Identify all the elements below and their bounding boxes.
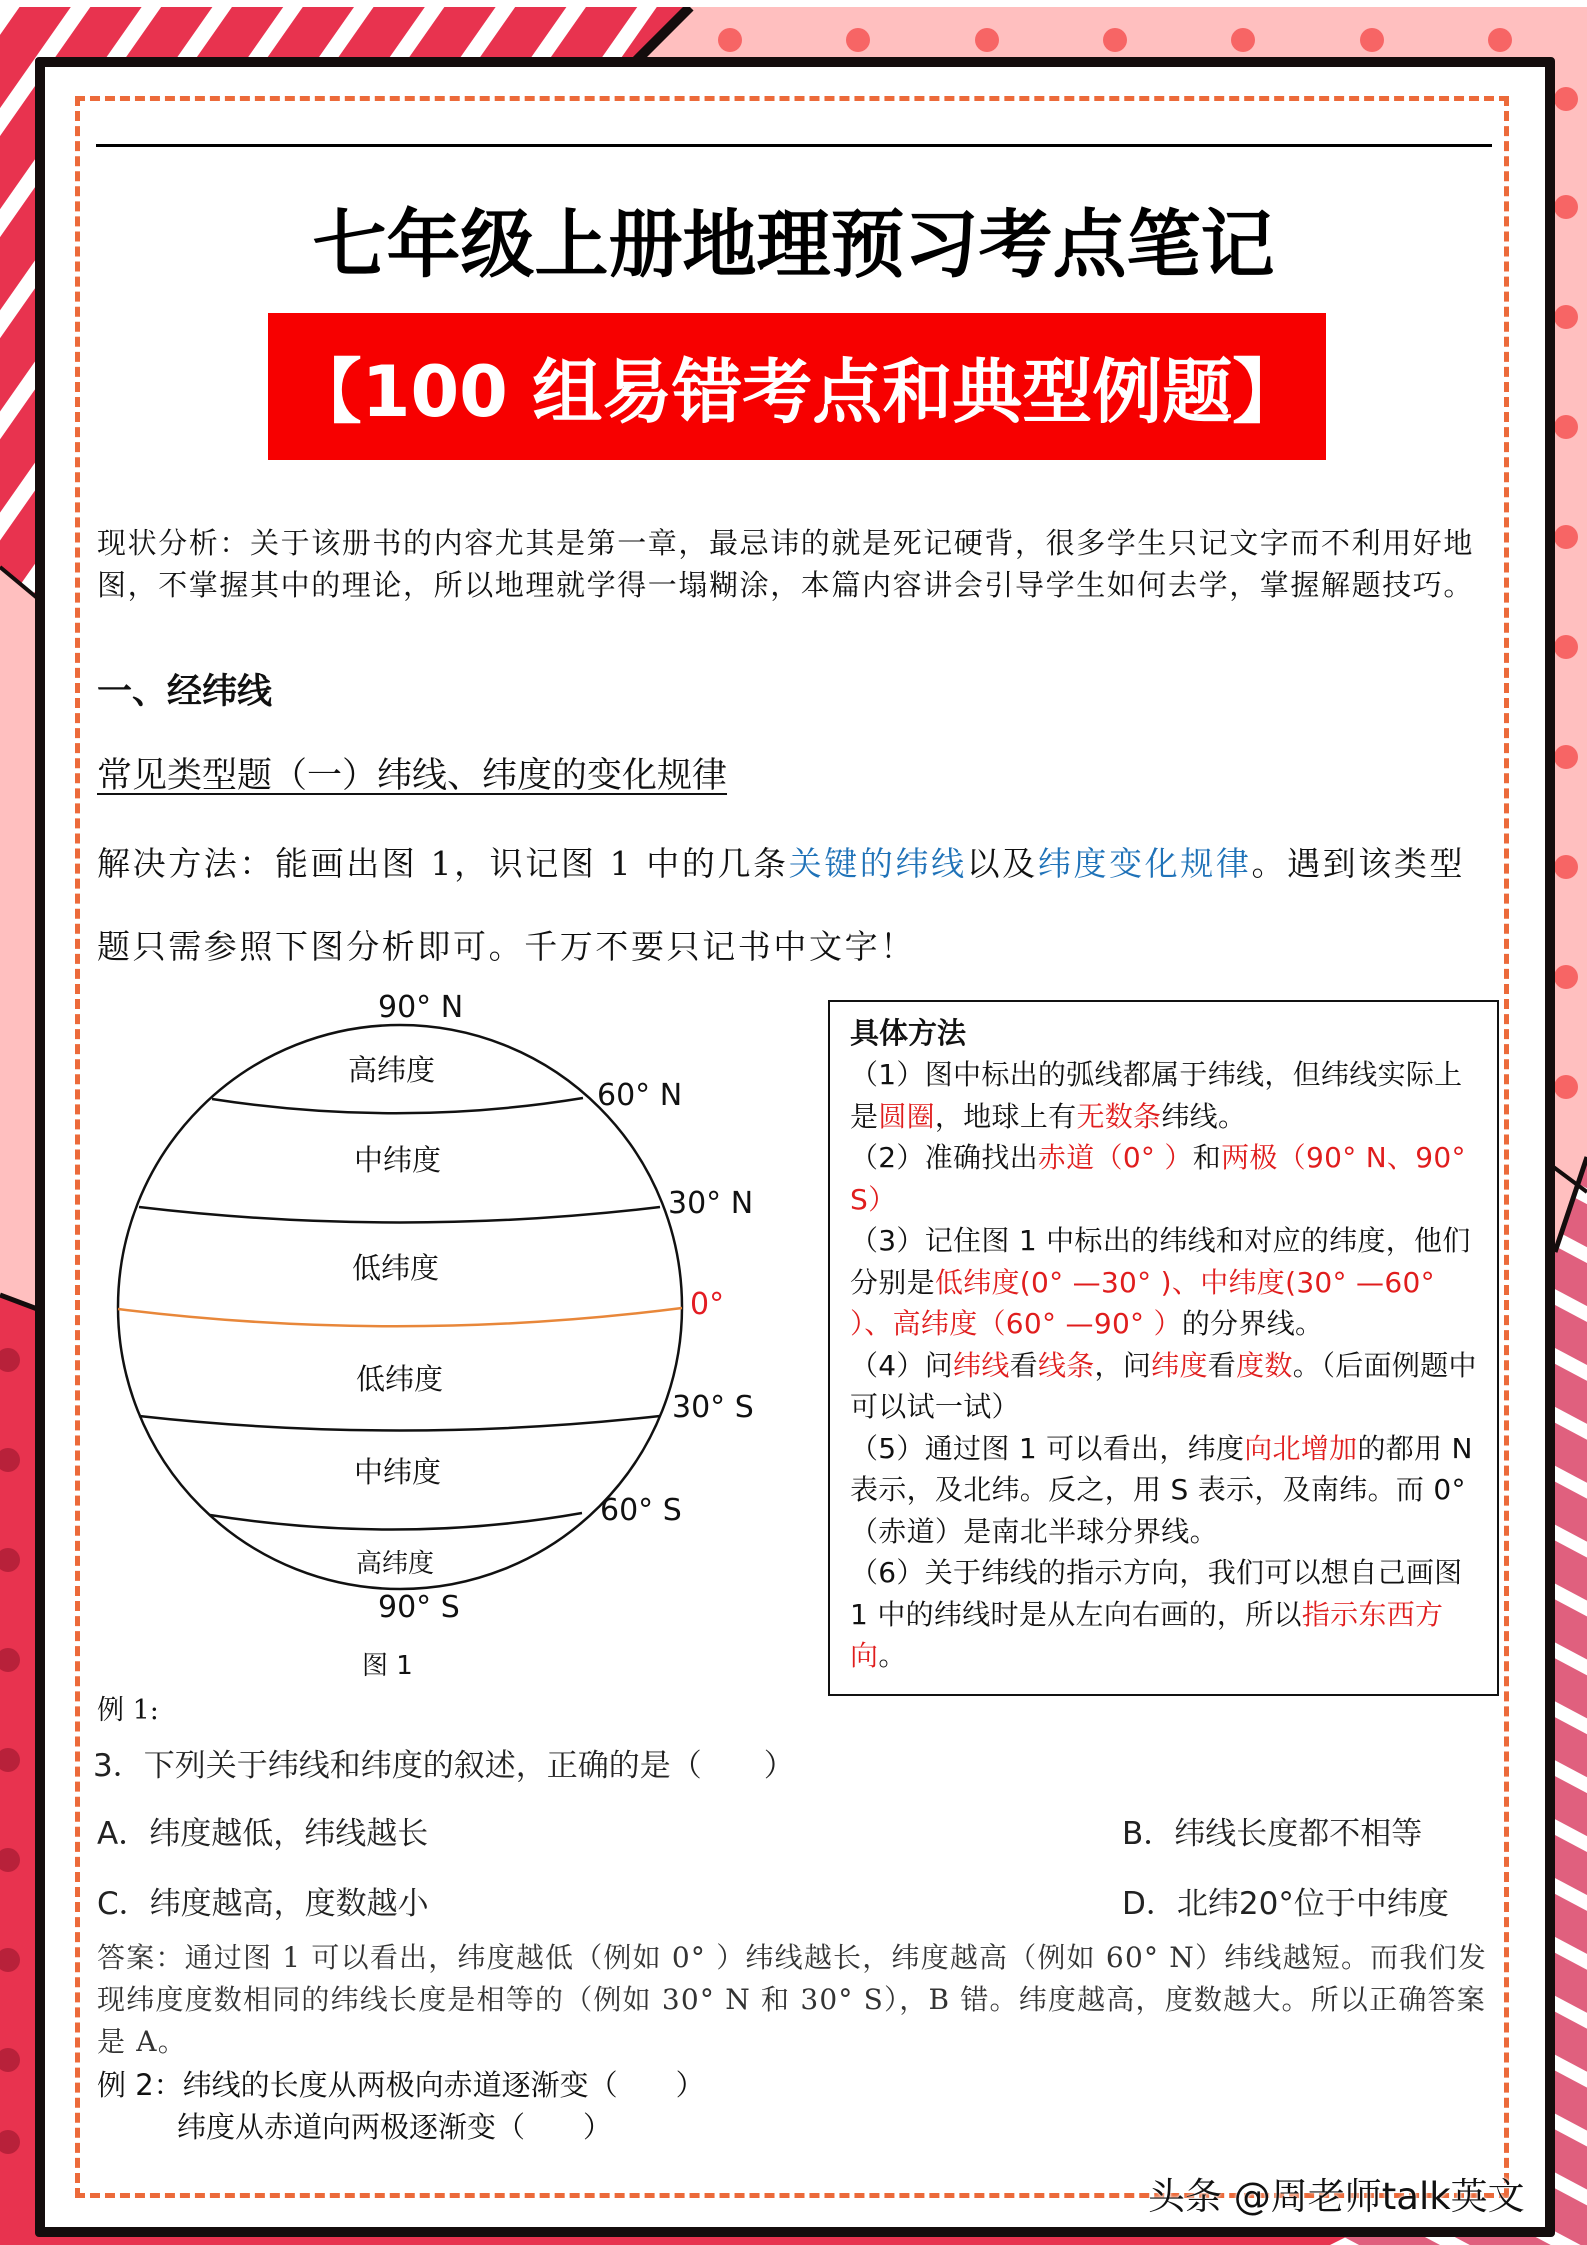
method-box-title: 具体方法 xyxy=(850,1016,967,1050)
body-text: ，地球上有 xyxy=(934,1099,1077,1133)
example-1-label: 例 1: xyxy=(97,1695,159,1726)
section-heading: 一、经纬线 xyxy=(97,672,273,712)
highlight-text: 低纬度(0° —30° )、中纬度(30° —60° ）、高纬度（60° —90° ） xyxy=(850,1265,1435,1340)
zone-high-south: 高纬度 xyxy=(356,1549,435,1579)
method-highlight-key-lines: 关键的纬线 xyxy=(788,844,967,883)
example-2-line-2: 纬度从赤道向两极逐渐变（ ） xyxy=(177,2110,613,2144)
example-2-line-1: 例 2：纬线的长度从两极向赤道逐渐变（ ） xyxy=(97,2068,705,2102)
option-d: D．北纬20°位于中纬度 xyxy=(1122,1886,1449,1922)
body-text: 纬线。 xyxy=(1161,1099,1247,1133)
body-text: 和 xyxy=(1192,1141,1222,1174)
label-30s: 30° S xyxy=(672,1390,754,1425)
globe-drawing xyxy=(100,980,800,1680)
title-banner xyxy=(268,313,1326,460)
zone-mid-north: 中纬度 xyxy=(354,1143,442,1177)
method-prefix: 解决方法：能画出图 1，识记图 1 中的几条 xyxy=(97,844,789,883)
highlight-text: 线条 xyxy=(1037,1348,1095,1382)
method-item-4 xyxy=(850,1345,1481,1428)
example-1-question: 3．下列关于纬线和纬度的叙述，正确的是（ ） xyxy=(93,1748,795,1784)
banner-text: 【100 组易错考点和典型例题】 xyxy=(291,351,1303,433)
label-60s: 60° S xyxy=(600,1493,682,1528)
highlight-text: 赤道（0° ） xyxy=(1037,1141,1193,1174)
zone-low-north: 低纬度 xyxy=(352,1251,440,1285)
method-mid: 以及 xyxy=(966,844,1038,883)
label-90n: 90° N xyxy=(378,990,464,1025)
highlight-text: 度数 xyxy=(1236,1348,1293,1382)
figure-caption: 图 1 xyxy=(362,1651,413,1681)
label-equator: 0° xyxy=(690,1287,725,1322)
highlight-text: 圆圈 xyxy=(878,1099,935,1133)
solution-method xyxy=(97,822,1497,988)
body-text: 看 xyxy=(1009,1348,1038,1382)
zone-low-south: 低纬度 xyxy=(356,1362,444,1396)
body-text: （1）图中标出的弧线都属于纬线，但纬线实际上是 xyxy=(850,1058,1463,1133)
zone-high-north: 高纬度 xyxy=(348,1053,436,1087)
method-item-6 xyxy=(850,1552,1481,1677)
method-item-1 xyxy=(850,1054,1481,1137)
body-text: 。 xyxy=(878,1639,907,1672)
method-box-items xyxy=(850,1054,1481,1677)
body-text: （3）记住图 1 中标出的纬线和对应的纬度，他们分别是 xyxy=(850,1224,1471,1299)
highlight-text: 指示东西方向 xyxy=(850,1597,1444,1672)
option-c: C．纬度越高，度数越小 xyxy=(97,1886,429,1922)
method-item-5 xyxy=(850,1428,1481,1553)
body-text: （6）关于纬线的指示方向，我们可以想自己画图 1 中的纬线时是从左向右画的，所以 xyxy=(850,1556,1463,1631)
highlight-text: 两极（90° N、90° S） xyxy=(850,1141,1466,1216)
page-title: 七年级上册地理预习考点笔记 xyxy=(312,202,1275,288)
watermark: 头条 @周老师talk英文 xyxy=(1148,2175,1525,2218)
option-b: B．纬线长度都不相等 xyxy=(1122,1816,1423,1852)
body-text: （4）问 xyxy=(850,1348,954,1382)
latitude-globe-figure xyxy=(100,980,800,1680)
method-item-2 xyxy=(850,1137,1481,1220)
body-text: 的分界线。 xyxy=(1181,1307,1324,1340)
highlight-text: 向北增加 xyxy=(1244,1431,1358,1465)
zone-mid-south: 中纬度 xyxy=(354,1455,442,1489)
body-text: （5）通过图 1 可以看出，纬度 xyxy=(850,1431,1245,1465)
highlight-text: 无数条 xyxy=(1076,1099,1162,1133)
body-text: （2）准确找出 xyxy=(850,1141,1038,1174)
method-item-3 xyxy=(850,1220,1481,1345)
body-text: 看 xyxy=(1207,1348,1237,1382)
label-60n: 60° N xyxy=(597,1078,683,1113)
intro-paragraph: 现状分析：关于该册书的内容尤其是第一章，最忌讳的就是死记硬背，很多学生只记文字而不利用好地图，不掌握其中的理论，所以地理就学得一塌糊涂，本篇内容讲会引导学生如何去学，掌握解题技巧。 xyxy=(97,526,1475,602)
method-box xyxy=(828,1000,1499,1696)
method-suffix: 。遇到该类型题只需参照下图分析即可。千万不要只记书中文字！ xyxy=(97,844,1466,966)
method-highlight-rule: 纬度变化规律 xyxy=(1037,844,1252,883)
body-text: ，问 xyxy=(1094,1348,1152,1382)
body-text: 。（后面例题中可以试一试） xyxy=(850,1348,1477,1423)
header-rule xyxy=(96,144,1492,147)
label-90s: 90° S xyxy=(378,1590,460,1625)
highlight-text: 纬线 xyxy=(953,1348,1010,1382)
example-1-answer: 答案：通过图 1 可以看出，纬度越低（例如 0° ）纬线越长，纬度越高（例如 60° N）纬线越短。而我们发现纬度度数相同的纬线长度是相等的（例如 30° N 和 30° S），B 错。纬度越高，度数越大。所以正确答案是 A。 xyxy=(97,1941,1487,2058)
option-a: A．纬度越低，纬线越长 xyxy=(97,1816,429,1852)
section-subheading: 常见类型题（一）纬线、纬度的变化规律 xyxy=(97,756,728,796)
highlight-text: 纬度 xyxy=(1151,1348,1208,1382)
label-30n: 30° N xyxy=(668,1186,754,1221)
body-text: 的都用 N 表示，及北纬。反之，用 S 表示，及南纬。而 0° （赤道）是南北半球分界线。 xyxy=(850,1431,1473,1548)
